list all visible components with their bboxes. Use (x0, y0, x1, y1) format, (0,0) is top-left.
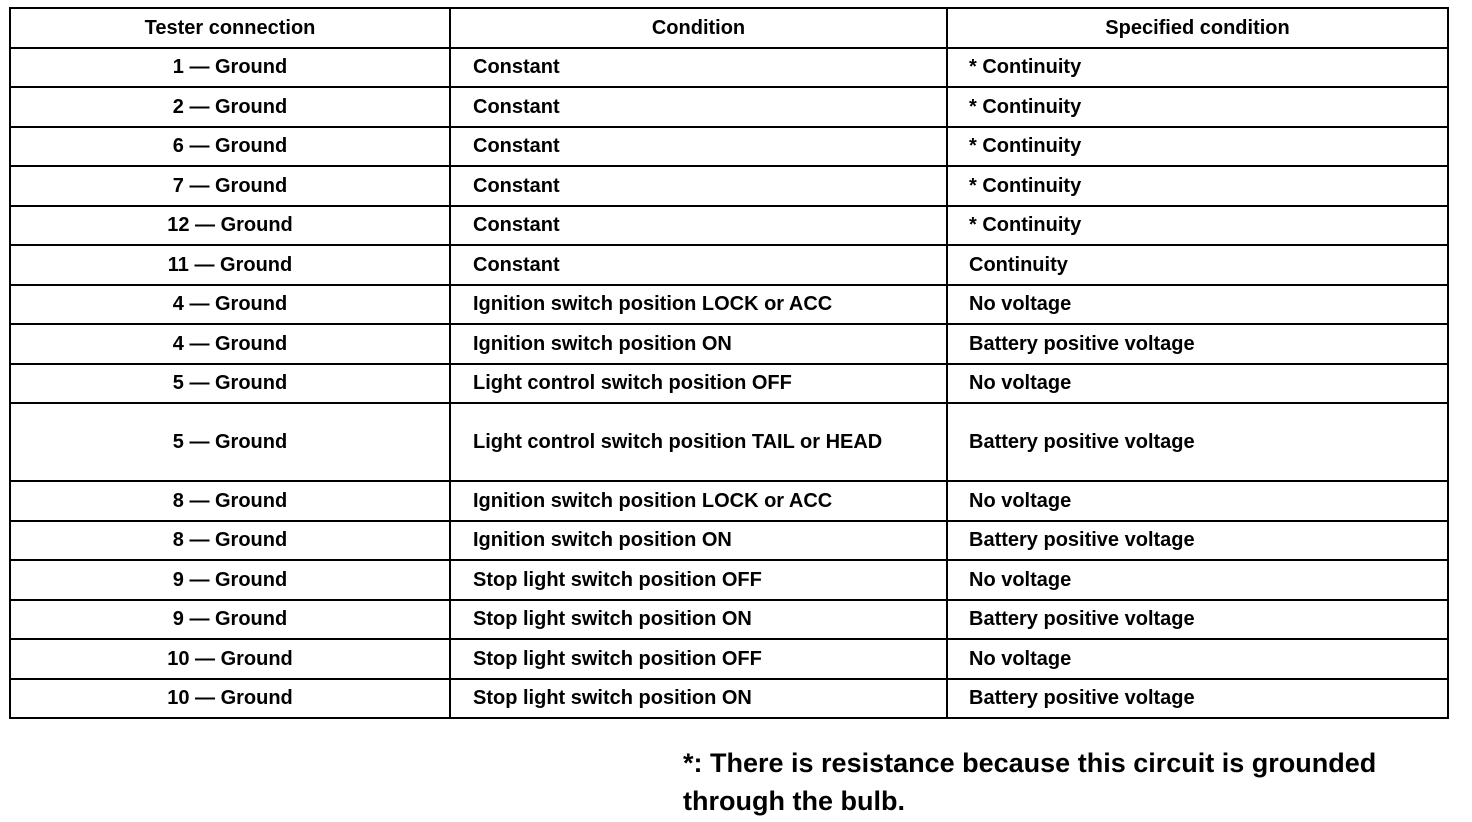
tester-connection-cell: 8 — Ground (10, 521, 450, 561)
condition-cell: Ignition switch position LOCK or ACC (450, 481, 947, 521)
condition-cell: Constant (450, 87, 947, 127)
tester-connection-cell: 7 — Ground (10, 166, 450, 206)
specified-condition-cell: No voltage (947, 560, 1448, 600)
condition-cell: Light control switch position TAIL or HEAD (450, 403, 947, 481)
tester-connection-cell: 11 — Ground (10, 245, 450, 285)
condition-cell: Constant (450, 206, 947, 246)
header-specified-condition: Specified condition (947, 8, 1448, 48)
table-row (10, 560, 1448, 600)
tester-connection-cell: 4 — Ground (10, 324, 450, 364)
table-header-row (10, 8, 1448, 48)
header-tester-connection: Tester connection (10, 8, 450, 48)
specified-condition-cell: No voltage (947, 364, 1448, 404)
specified-condition-cell: * Continuity (947, 206, 1448, 246)
condition-cell: Ignition switch position ON (450, 324, 947, 364)
specified-condition-cell: No voltage (947, 639, 1448, 679)
footnote: *: There is resistance because this circuit is grounded through the bulb. (683, 748, 1377, 816)
condition-cell: Constant (450, 245, 947, 285)
table-row (10, 87, 1448, 127)
table-row (10, 48, 1448, 88)
tester-connection-cell: 9 — Ground (10, 560, 450, 600)
tester-connection-cell: 8 — Ground (10, 481, 450, 521)
table-row (10, 166, 1448, 206)
specified-condition-cell: * Continuity (947, 48, 1448, 88)
table-row (10, 364, 1448, 404)
table-row (10, 206, 1448, 246)
table-row (10, 679, 1448, 719)
condition-cell: Ignition switch position ON (450, 521, 947, 561)
specified-condition-cell: * Continuity (947, 87, 1448, 127)
specified-condition-cell: * Continuity (947, 166, 1448, 206)
tester-connection-cell: 2 — Ground (10, 87, 450, 127)
table-row (10, 481, 1448, 521)
condition-cell: Stop light switch position ON (450, 600, 947, 640)
connector-inspection-table (9, 7, 1449, 719)
tester-connection-cell: 5 — Ground (10, 364, 450, 404)
tester-connection-cell: 9 — Ground (10, 600, 450, 640)
table-row (10, 403, 1448, 481)
connector-inspection-table-wrapper (9, 7, 1447, 719)
specified-condition-cell: Battery positive voltage (947, 521, 1448, 561)
specified-condition-cell: Battery positive voltage (947, 324, 1448, 364)
table-row (10, 324, 1448, 364)
condition-cell: Light control switch position OFF (450, 364, 947, 404)
table-row (10, 285, 1448, 325)
specified-condition-cell: No voltage (947, 481, 1448, 521)
condition-cell: Stop light switch position OFF (450, 560, 947, 600)
tester-connection-cell: 10 — Ground (10, 679, 450, 719)
specified-condition-cell: Battery positive voltage (947, 679, 1448, 719)
tester-connection-cell: 12 — Ground (10, 206, 450, 246)
header-condition: Condition (450, 8, 947, 48)
specified-condition-cell: Battery positive voltage (947, 600, 1448, 640)
specified-condition-cell: Battery positive voltage (947, 403, 1448, 481)
table-row (10, 639, 1448, 679)
tester-connection-cell: 5 — Ground (10, 403, 450, 481)
condition-cell: Ignition switch position LOCK or ACC (450, 285, 947, 325)
condition-cell: Constant (450, 166, 947, 206)
table-row (10, 127, 1448, 167)
specified-condition-cell: * Continuity (947, 127, 1448, 167)
condition-cell: Stop light switch position OFF (450, 639, 947, 679)
specified-condition-cell: Continuity (947, 245, 1448, 285)
table-row (10, 521, 1448, 561)
specified-condition-cell: No voltage (947, 285, 1448, 325)
tester-connection-cell: 1 — Ground (10, 48, 450, 88)
condition-cell: Constant (450, 48, 947, 88)
condition-cell: Constant (450, 127, 947, 167)
tester-connection-cell: 6 — Ground (10, 127, 450, 167)
table-row (10, 245, 1448, 285)
tester-connection-cell: 10 — Ground (10, 639, 450, 679)
table-row (10, 600, 1448, 640)
tester-connection-cell: 4 — Ground (10, 285, 450, 325)
condition-cell: Stop light switch position ON (450, 679, 947, 719)
